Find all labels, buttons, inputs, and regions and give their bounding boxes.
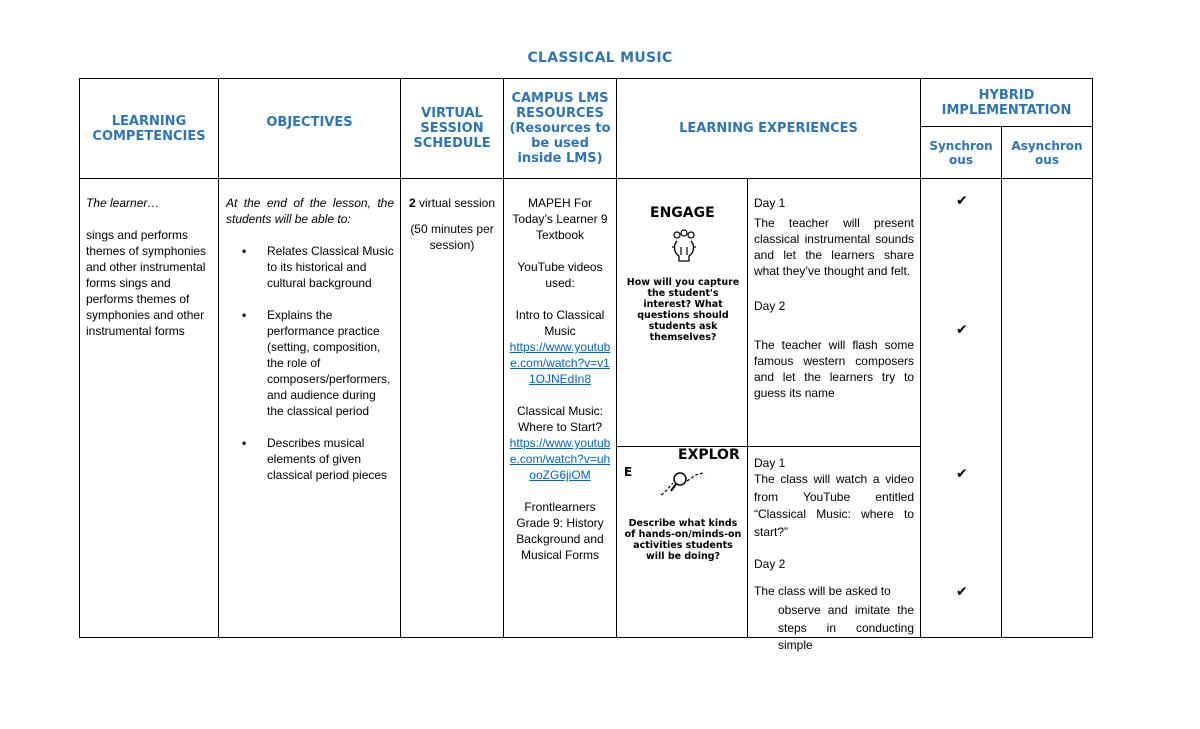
explore-label-a: EXPLOR xyxy=(678,447,740,463)
brain-lightbulb-icon xyxy=(669,229,699,263)
session-label: virtual session xyxy=(419,196,496,210)
lesson-plan-table xyxy=(79,78,1093,652)
document-title: CLASSICAL MUSIC xyxy=(527,50,673,66)
objectives-intro: At the end of the lesson, the students will be able to: xyxy=(226,196,394,226)
header-virtual-session-schedule: VIRTUAL SESSION SCHEDULE xyxy=(413,106,491,151)
check-mark-explore-day2: ✔ xyxy=(956,584,968,600)
header-objectives: OBJECTIVES xyxy=(266,114,353,130)
video2-title: Classical Music: Where to Start? xyxy=(516,404,603,434)
objectives-list xyxy=(226,243,394,483)
engage-day2-text: The teacher will flash some famous western composers and let the learners try to guess its name xyxy=(754,338,914,400)
check-mark-engage-day1: ✔ xyxy=(956,193,968,209)
header-asynchronous: Asynchron ous xyxy=(1011,138,1083,167)
engage-day2-label: Day 2 xyxy=(754,299,786,313)
video2-link[interactable]: https://www.youtube.com/watch?v=uhooZG6jiOM xyxy=(509,436,611,482)
check-mark-engage-day2: ✔ xyxy=(956,322,968,338)
explore-activities xyxy=(754,455,914,655)
explore-day2-text-a: The class will be asked to xyxy=(754,584,891,598)
explore-phase-cell xyxy=(617,447,747,637)
explore-question: Describe what kinds of hands-on/minds-on activities students will be doing? xyxy=(624,518,742,562)
engage-activities xyxy=(754,195,914,401)
magnifier-path-icon xyxy=(659,469,709,499)
resources-cell xyxy=(508,195,612,563)
engage-question: How will you capture the student's interest? What questions should students ask themselves? xyxy=(626,277,740,343)
objective-item: • Explains the performance practice (setting, composition, the role of composers/performers, and audience during the classical period xyxy=(226,307,394,419)
video1-title: Intro to Classical Music xyxy=(515,308,605,338)
objective-item: • Relates Classical Music to its historical and cultural background xyxy=(226,243,394,291)
header-learning-competencies: LEARNING COMPETENCIES xyxy=(92,113,206,144)
virtual-session-cell xyxy=(403,195,501,253)
session-count: 2 xyxy=(408,196,416,210)
objective-item: • Describes musical elements of given classical period pieces xyxy=(226,435,394,483)
header-learning-experiences: LEARNING EXPERIENCES xyxy=(679,121,858,136)
competencies-cell xyxy=(86,195,212,339)
competencies-intro: The learner… xyxy=(86,196,160,210)
engage-phase-cell xyxy=(617,179,747,446)
textbook-resource: MAPEH For Today’s Learner 9 Textbook xyxy=(512,196,608,242)
session-duration: (50 minutes per session) xyxy=(410,222,494,252)
competencies-text: sings and performs themes of symphonies and other instrumental forms sings and performs themes of symphonies and other instrumental forms xyxy=(86,228,207,338)
video1-link[interactable]: https://www.youtube.com/watch?v=v11OJNEdIn8 xyxy=(509,340,611,386)
check-mark-explore-day1: ✔ xyxy=(956,466,968,482)
frontlearners-resource: Frontlearners Grade 9: History Background and Musical Forms xyxy=(516,500,604,562)
header-hybrid-implementation: HYBRID IMPLEMENTATION xyxy=(941,87,1072,118)
engage-label: ENGAGE xyxy=(650,205,715,221)
engage-day1-text: The teacher will present classical instrumental sounds and let the learners share what they’ve thought and felt. xyxy=(754,216,914,278)
explore-day2-label: Day 2 xyxy=(754,557,786,571)
explore-day1-label: Day 1 xyxy=(754,456,786,470)
header-synchronous: Synchron ous xyxy=(929,138,993,167)
header-campus-lms-resources: CAMPUS LMS RESOURCES (Resources to be used inside LMS) xyxy=(509,91,611,166)
explore-label-b: E xyxy=(624,465,633,479)
explore-day2-text-b: observe and imitate the steps in conducting simple xyxy=(778,603,914,652)
youtube-videos-label: YouTube videos used: xyxy=(517,260,603,290)
engage-day1-label: Day 1 xyxy=(754,196,786,210)
objectives-cell xyxy=(226,195,394,483)
explore-day1-text: The class will watch a video from YouTube entitled “Classical Music: where to start?” xyxy=(754,472,914,539)
